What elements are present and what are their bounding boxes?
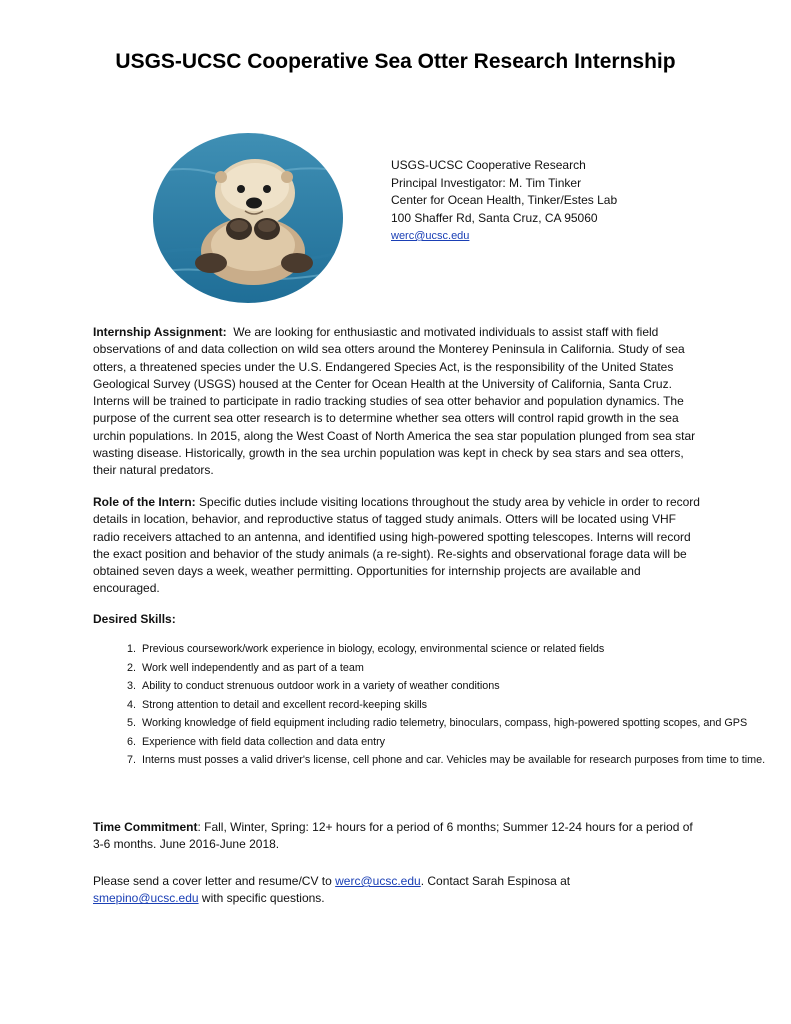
skill-item: 3. Ability to conduct strenuous outdoor work in a variety of weather conditions (139, 677, 779, 696)
apply-text-2: . Contact Sarah Espinosa at (420, 874, 571, 888)
skill-item: 2. Work well independently and as part of a team (139, 659, 779, 678)
time-commitment-heading: Time Commitment (93, 820, 198, 834)
skill-item: 5. Working knowledge of field equipment including radio telemetry, binoculars, compass, high-powered spotting scopes, and GPS (139, 714, 779, 733)
skill-item: 6. Experience with field data collection and data entry (139, 733, 779, 752)
desired-skills-list (93, 640, 779, 770)
application-instructions (93, 873, 705, 908)
internship-assignment-text: We are looking for enthusiastic and motivated individuals to assist staff with field observations of and data collection on wild sea otters around the Monterey Peninsula in California. Study of sea otters, a threatened species under the U.S. Endangered Species Act, is the responsibility of the United States Geological Survey (USGS) housed at the Center for Ocean Health at the University of California, Santa Cruz. Interns will be trained to participate in radio tracking studies of sea otter behavior and population dynamics. The purpose of the current sea otter research is to determine whether sea otters will control rapid growth in the sea urchin populations. In 2015, along the West Coast of North America the sea star population plunged from sea star wasting disease. Historically, growth in the sea urchin population was kept in check by sea stars and sea otters, their natural predators. (93, 325, 696, 478)
contact-block (391, 157, 617, 246)
time-commitment-section (93, 819, 705, 854)
contact-sarah-email-link[interactable]: smepino@ucsc.edu (93, 891, 199, 906)
contact-address: 100 Shaffer Rd, Santa Cruz, CA 95060 (391, 210, 598, 225)
desired-skills-heading: Desired Skills: (93, 612, 176, 626)
role-of-intern-heading: Role of the Intern: (93, 495, 196, 509)
contact-organization: USGS-UCSC Cooperative Research (391, 158, 586, 172)
sea-otter-photo (153, 133, 343, 303)
contact-email-link[interactable]: werc@ucsc.edu (391, 230, 470, 242)
role-of-intern-text: Specific duties include visiting locations throughout the study area by vehicle in order to record details in location, behavior, and reproductive status of tagged study animals. Otters will be located using VHF radio receivers attached to an antenna, and identified using high-powered spotting telescopes. Interns will record the exact position and behavior of the study animals (a re-sight). Re-sights and observational forage data will be obtained seven days a week, weather permitting. Opportunities for internship projects are available and encouraged. (93, 495, 700, 596)
contact-investigator: Principal Investigator: M. Tim Tinker (391, 175, 582, 190)
role-of-intern-section (93, 494, 705, 598)
apply-email-link[interactable]: werc@ucsc.edu (335, 874, 421, 888)
skill-item: 4. Strong attention to detail and excellent record-keeping skills (139, 696, 779, 715)
time-commitment-text: : Fall, Winter, Spring: 12+ hours for a period of 6 months; Summer 12-24 hours for a period of 3-6 months. June 2016-June 2018. (93, 820, 693, 852)
internship-assignment-heading: Internship Assignment: (93, 325, 227, 339)
page-title: USGS-UCSC Cooperative Sea Otter Research Internship (115, 50, 676, 73)
apply-text-3: with specific questions. (198, 891, 325, 906)
contact-lab: Center for Ocean Health, Tinker/Estes Lab (391, 193, 618, 207)
internship-assignment-section (93, 324, 705, 480)
skill-item: 1. Previous coursework/work experience in biology, ecology, environmental science or related fields (139, 640, 779, 659)
apply-text-1: Please send a cover letter and resume/CV to (93, 874, 336, 888)
skill-item: 7. Interns must posses a valid driver's license, cell phone and car. Vehicles may be available for research purposes from time to time. (139, 751, 779, 770)
